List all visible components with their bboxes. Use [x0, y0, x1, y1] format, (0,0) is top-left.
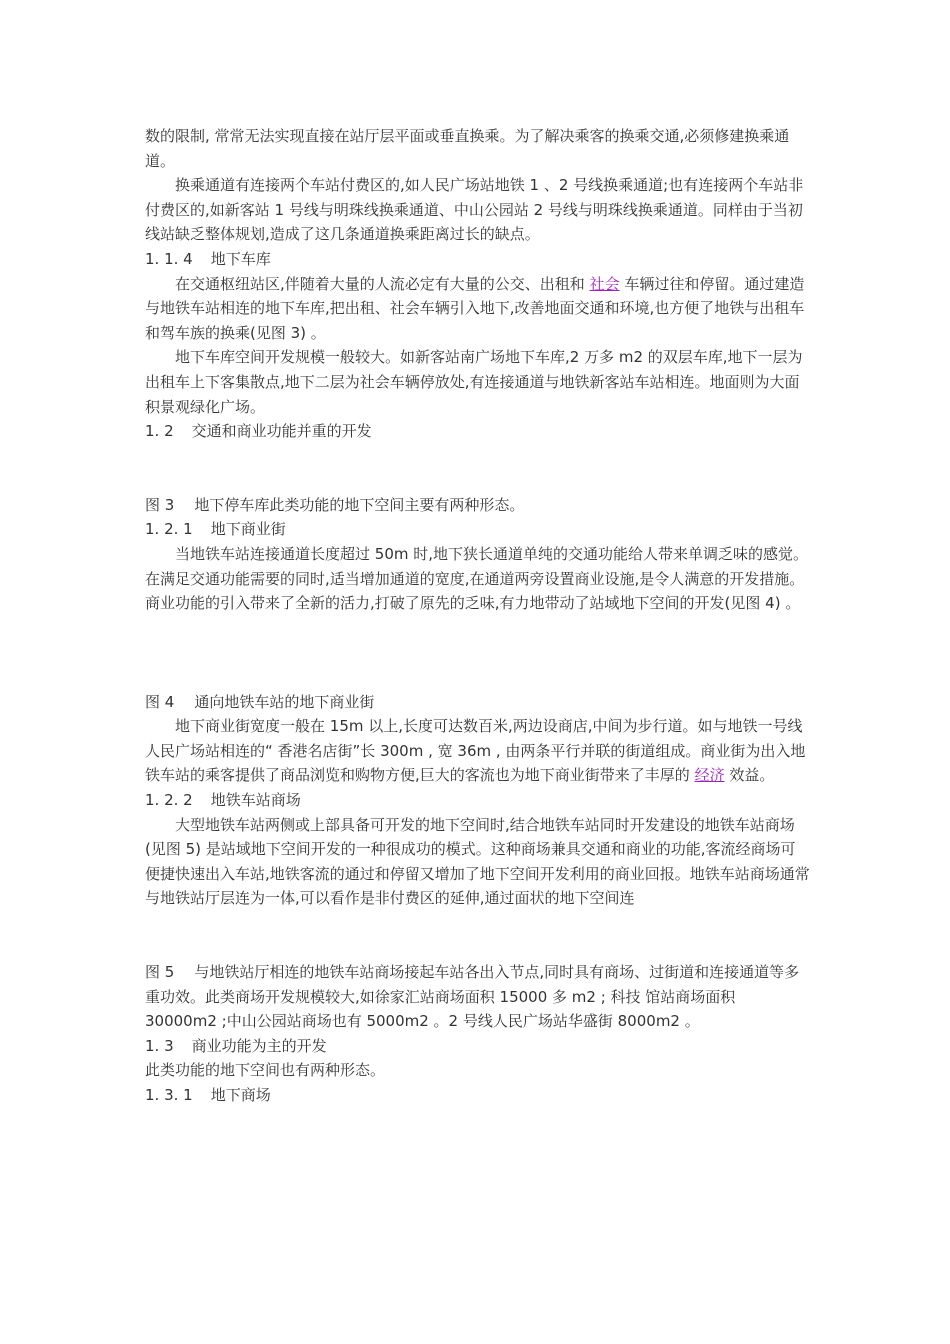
paragraph-text: 效益。: [729, 766, 775, 785]
heading-number: 1. 2. 2: [145, 791, 193, 810]
paragraph-text: 车辆过往和停留。通过建造与地铁车站相连的地下车库,把出租、社会车辆引入地下,改善地面交通和环境,也方便了地铁与出租车和驾车族的换乘(见图 3) 。: [145, 274, 805, 342]
figure-placeholder: [145, 616, 810, 690]
heading-number: 1. 3. 1: [145, 1086, 193, 1104]
figure-caption-text: 与地铁站厅相连的地铁车站商场接起车站各出入节点,同时具有商场、过街道和连接通道等多重功效。此类商场开发规模较大,如徐家汇站商场面积 15000 多 m2 ; 科技 馆站商场面积 30000m2 ;中山公园站商场也有 5000m2 。2 号线人民广场站华盛街 8000m2 。: [145, 963, 800, 1031]
section-heading-1-3: [145, 1034, 810, 1059]
figure-label: 图 3: [145, 495, 175, 514]
heading-title: 商业功能为主的开发: [191, 1036, 327, 1055]
section-heading-1-3-1: [145, 1083, 810, 1108]
section-heading-1-2-1: [145, 517, 810, 542]
heading-number: 1. 2: [145, 422, 174, 441]
heading-title: 地下商场: [210, 1086, 271, 1104]
section-heading-1-2-2: [145, 788, 810, 813]
paragraph: [145, 714, 810, 788]
figure-caption-text: 通向地铁车站的地下商业街: [194, 692, 375, 711]
paragraph: 数的限制, 常常无法实现直接在站厅层平面或垂直换乘。为了解决乘客的换乘交通,必须修建换乘通道。: [145, 127, 790, 170]
paragraph: 此类功能的地下空间也有两种形态。: [145, 1061, 386, 1080]
figure-caption-3: [145, 493, 810, 518]
paragraph-text: 地下商业街宽度一般在 15m 以上,长度可达数百米,两边设商店,中间为步行道。如与地铁一号线人民广场站相连的“ 香港名店街”长 300m , 宽 36m , 由两条平行并联的街道组成。商业街为出入地铁车站的乘客提供了商品浏览和购物方便,巨大的客流也为地下商业街带来了丰厚的: [145, 717, 806, 785]
figure-caption-text: 地下停车库此类功能的地下空间主要有两种形态。: [194, 495, 525, 514]
heading-title: 地下商业街: [210, 520, 286, 539]
paragraph: 换乘通道有连接两个车站付费区的,如人民广场站地铁 1 、2 号线换乘通道;也有连接两个车站非付费区的,如新客站 1 号线与明珠线换乘通道、中山公园站 2 号线与明珠线换乘通道。同样由于当初线站缺乏整体规划,造成了这几条通道换乘距离过长的缺点。: [145, 176, 804, 244]
paragraph: 地下车库空间开发规模一般较大。如新客站南广场地下车库,2 万多 m2 的双层车库,地下一层为出租车上下客集散点,地下二层为社会车辆停放处,有连接通道与地铁新客站车站相连。地面则为大面积景观绿化广场。: [145, 348, 803, 416]
link-jingji[interactable]: 经济: [694, 766, 725, 785]
section-heading-1-1-4: [145, 247, 810, 272]
figure-caption-5: [145, 960, 810, 1034]
heading-title: 交通和商业功能并重的开发: [191, 422, 372, 441]
figure-placeholder: [145, 911, 810, 960]
figure-placeholder: [145, 444, 810, 493]
link-shehui[interactable]: 社会: [589, 274, 620, 293]
heading-title: 地下车库: [210, 249, 271, 268]
heading-number: 1. 3: [145, 1036, 174, 1055]
paragraph-text: 在交通枢纽站区,伴随着大量的人流必定有大量的公交、出租和: [175, 274, 585, 293]
section-heading-1-2: [145, 419, 810, 444]
heading-title: 地铁车站商场: [210, 791, 301, 810]
heading-number: 1. 2. 1: [145, 520, 193, 539]
figure-label: 图 5: [145, 963, 175, 982]
document-body: [145, 124, 810, 1108]
paragraph: 大型地铁车站两侧或上部具备可开发的地下空间时,结合地铁车站同时开发建设的地铁车站商场(见图 5) 是站域地下空间开发的一种很成功的模式。这种商场兼具交通和商业的功能,客流经商场可便捷快速出入车站,地铁客流的通过和停留又增加了地下空间开发利用的商业回报。地铁车站商场通常与地铁站厅层连为一体,可以看作是非付费区的延伸,通过面状的地下空间连: [145, 815, 810, 908]
heading-number: 1. 1. 4: [145, 249, 193, 268]
paragraph: [145, 272, 810, 346]
figure-label: 图 4: [145, 692, 175, 711]
paragraph: 当地铁车站连接通道长度超过 50m 时,地下狭长通道单纯的交通功能给人带来单调乏味的感觉。在满足交通功能需要的同时,适当增加通道的宽度,在通道两旁设置商业设施,是令人满意的开发措施。商业功能的引入带来了全新的活力,打破了原先的乏味,有力地带动了站域地下空间的开发(见图 4) 。: [145, 544, 809, 613]
figure-caption-4: [145, 690, 810, 715]
